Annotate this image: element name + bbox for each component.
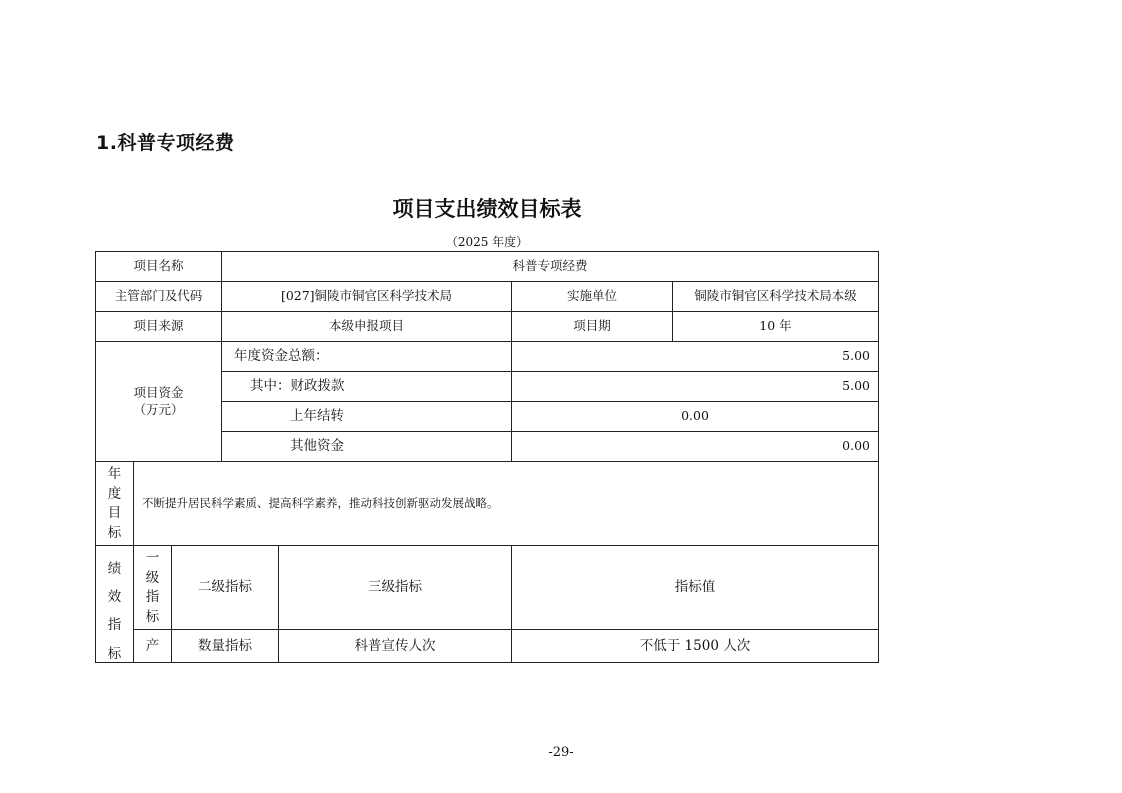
annual-goal-char: 目 [107, 505, 122, 522]
page-number: -29- [548, 745, 574, 760]
indicator-value-cell: 不低于 1500 人次 [639, 637, 751, 654]
performance-target-table [95, 251, 879, 663]
department-value: [027]铜陵市铜官区科学技术局 [222, 282, 512, 312]
project-source-value: 本级申报项目 [222, 312, 512, 342]
carryover-value: 0.00 [512, 402, 878, 432]
project-name-value: 科普专项经费 [222, 252, 878, 282]
annual-goal-char: 年 [107, 465, 122, 482]
performance-indicator-char: 绩 [107, 561, 122, 577]
level1-header-char: 标 [145, 609, 160, 626]
annual-goal-label [96, 462, 134, 546]
other-funds-value: 0.00 [512, 432, 878, 462]
project-source-label: 项目来源 [96, 312, 222, 342]
annual-total-value: 5.00 [512, 342, 878, 372]
implementing-unit-label: 实施单位 [512, 282, 673, 312]
carryover-label: 上年结转 [222, 402, 512, 432]
level1-header-char: 指 [145, 589, 160, 606]
fiscal-allocation-label: 其中：财政拨款 [222, 372, 512, 402]
year-note: （2025 年度） [445, 235, 529, 249]
project-funds-label [96, 342, 222, 462]
performance-indicator-char: 效 [107, 589, 122, 606]
section-heading: 1.科普专项经费 [96, 132, 235, 154]
performance-indicator-char: 标 [107, 645, 122, 662]
indicator-value-header: 指标值 [512, 546, 878, 630]
project-period-label: 项目期 [512, 312, 673, 342]
annual-goal-char: 标 [107, 525, 122, 542]
level1-header-char: 一 [145, 549, 160, 566]
level1-indicator-header [134, 546, 172, 630]
indicator-level2-cell: 数量指标 [172, 630, 279, 662]
project-funds-label-line2: （万元） [133, 401, 184, 417]
fiscal-allocation-value: 5.00 [512, 372, 878, 402]
implementing-unit-value: 铜陵市铜官区科学技术局本级 [673, 282, 878, 312]
department-label: 主管部门及代码 [96, 282, 222, 312]
performance-indicator-label [96, 546, 134, 662]
project-name-label: 项目名称 [96, 252, 222, 282]
indicator-level3-cell: 科普宣传人次 [279, 630, 512, 662]
annual-goal-text: 不断提升居民科学素质、提高科学素养，推动科技创新驱动发展战略。 [134, 462, 878, 546]
level1-header-char: 级 [145, 569, 160, 586]
indicator-level1-cell: 产 [134, 630, 172, 662]
table-title: 项目支出绩效目标表 [392, 197, 582, 221]
level2-indicator-header: 二级指标 [172, 546, 279, 630]
other-funds-label: 其他资金 [222, 432, 512, 462]
annual-goal-char: 度 [107, 485, 122, 502]
performance-indicator-char: 指 [107, 617, 122, 634]
annual-total-label: 年度资金总额： [222, 342, 512, 372]
project-funds-label-line1: 项目资金 [133, 384, 184, 400]
project-period-value: 10 年 [673, 312, 878, 342]
level3-indicator-header: 三级指标 [279, 546, 512, 630]
